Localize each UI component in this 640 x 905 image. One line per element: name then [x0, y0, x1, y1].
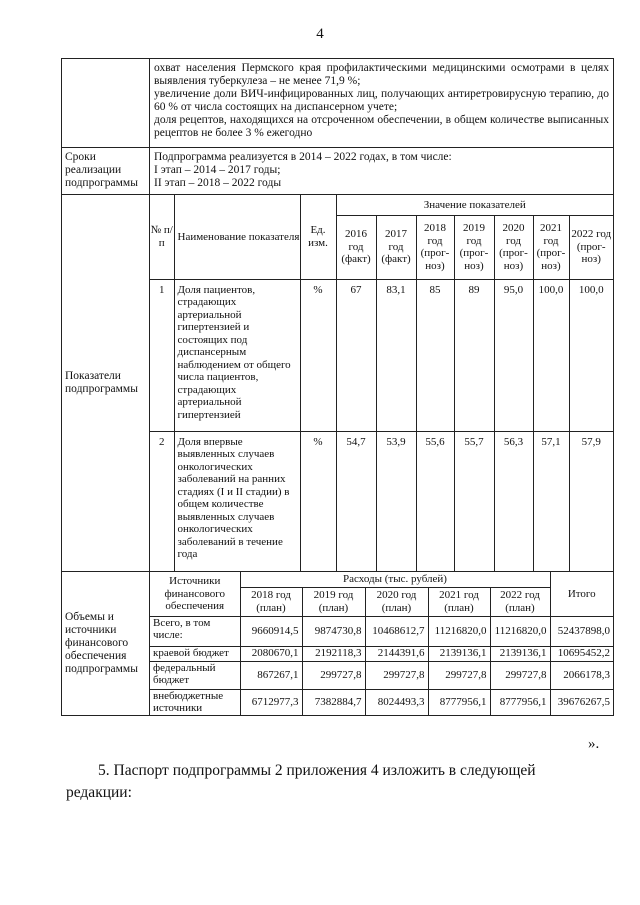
indicator-value: 95,0 — [494, 279, 533, 431]
fin-value: 299727,8 — [365, 661, 428, 689]
col-values-header: Значение показателей — [336, 195, 613, 215]
fin-value: 299727,8 — [302, 661, 365, 689]
terms-text — [150, 148, 614, 195]
terms-line: Подпрограмма реализуется в 2014 – 2022 годах, в том числе: — [154, 151, 452, 163]
indicators-label: Показатели подпрограммы — [62, 195, 150, 572]
fin-source-name: федеральный бюджет — [150, 661, 240, 689]
year-header: 2020 год (прог-ноз) — [494, 215, 533, 279]
fin-value: 2192118,3 — [302, 646, 365, 661]
terms-line: II этап – 2018 – 2022 годы — [154, 177, 282, 189]
goal-line: доля рецептов, находящихся на отсроченном обеспечении, в общем количестве выписанных рецептов не более 3 % ежегодно — [154, 114, 609, 139]
indicators-row — [62, 195, 614, 572]
terms-row — [62, 148, 614, 195]
indicators-table — [150, 195, 613, 571]
page-number: 4 — [316, 26, 324, 42]
indicator-name: Доля пациентов, страдающих артериальной гипертензией и состоящих под диспансерным наблюдением от общего числа пациентов, страдающих артериальной гипертензией — [174, 279, 300, 431]
indicator-value: 56,3 — [494, 431, 533, 571]
indicator-value: 57,1 — [533, 431, 569, 571]
terms-label: Сроки реализации подпрограммы — [62, 148, 150, 195]
year-header: 2017 год (факт) — [376, 215, 416, 279]
year-header: 2018 год (прог-ноз) — [416, 215, 454, 279]
indicator-value: 67 — [336, 279, 376, 431]
fin-value: 11216820,0 — [428, 616, 490, 646]
fin-source-name: Всего, в том числе: — [150, 616, 240, 646]
goal-line: охват населения Пермского края профилактическими медицинскими осмотрами в целях выявления туберкулеза – не менее 71,9 %; — [154, 62, 609, 87]
indicator-name: Доля впервые выявленных случаев онкологических заболеваний на ранних стадиях (I и II стадии) в общем количестве выявленных случаев онкологических заболеваний в течение года — [174, 431, 300, 571]
indicator-value: 55,7 — [454, 431, 494, 571]
indicator-value: 83,1 — [376, 279, 416, 431]
fin-row — [150, 646, 613, 661]
indicator-value: 100,0 — [533, 279, 569, 431]
row-number: 2 — [150, 431, 174, 571]
col-name-header: Наименование показателя — [174, 195, 300, 279]
fin-year-header: 2021 год (план) — [428, 587, 490, 616]
col-total-header: Итого — [550, 572, 613, 616]
fin-value: 8024493,3 — [365, 689, 428, 715]
terms-line: I этап – 2014 – 2017 годы; — [154, 164, 281, 176]
paragraph-line: редакции: — [66, 784, 132, 801]
year-header: 2019 год (прог-ноз) — [454, 215, 494, 279]
fin-value: 2066178,3 — [550, 661, 613, 689]
financing-label: Объемы и источники финансового обеспечения подпрограммы — [62, 572, 150, 716]
goals-label — [62, 59, 150, 148]
fin-value: 2144391,6 — [365, 646, 428, 661]
indicator-value: 89 — [454, 279, 494, 431]
fin-value: 6712977,3 — [240, 689, 302, 715]
fin-value: 2080670,1 — [240, 646, 302, 661]
fin-value: 10695452,2 — [550, 646, 613, 661]
fin-value: 867267,1 — [240, 661, 302, 689]
col-num-header: № п/п — [150, 195, 174, 279]
fin-value: 39676267,5 — [550, 689, 613, 715]
goal-line: увеличение доли ВИЧ-инфицированных лиц, получающих антиретровирусную терапию, до 60 % от числа состоящих на диспансерном учете; — [154, 88, 609, 113]
year-header: 2021 год (прог-ноз) — [533, 215, 569, 279]
col-expenses-header: Расходы (тыс. рублей) — [240, 572, 550, 587]
indicator-value: 57,9 — [569, 431, 613, 571]
indicator-value: 85 — [416, 279, 454, 431]
indicator-value: 55,6 — [416, 431, 454, 571]
fin-value: 8777956,1 — [490, 689, 550, 715]
row-number: 1 — [150, 279, 174, 431]
col-source-header: Источники финансового обеспечения — [150, 572, 240, 616]
closing-mark: ». — [588, 736, 600, 752]
fin-value: 2139136,1 — [428, 646, 490, 661]
fin-value: 299727,8 — [490, 661, 550, 689]
indicator-value: 100,0 — [569, 279, 613, 431]
goals-text — [150, 59, 614, 148]
paragraph-line: 5. Паспорт подпрограммы 2 приложения 4 изложить в следующей — [98, 762, 536, 779]
indicator-unit: % — [300, 279, 336, 431]
fin-value: 2139136,1 — [490, 646, 550, 661]
indicator-unit: % — [300, 431, 336, 571]
fin-year-header: 2019 год (план) — [302, 587, 365, 616]
fin-value: 299727,8 — [428, 661, 490, 689]
goals-row — [62, 59, 614, 148]
financing-row — [62, 572, 614, 716]
year-header: 2016 год (факт) — [336, 215, 376, 279]
col-unit-header: Ед. изм. — [300, 195, 336, 279]
year-header: 2022 год (прог-ноз) — [569, 215, 613, 279]
fin-source-name: внебюджетные источники — [150, 689, 240, 715]
fin-value: 10468612,7 — [365, 616, 428, 646]
fin-year-header: 2020 год (план) — [365, 587, 428, 616]
passport-table — [61, 58, 614, 716]
fin-value: 9660914,5 — [240, 616, 302, 646]
indicator-value: 54,7 — [336, 431, 376, 571]
financing-table — [150, 572, 613, 715]
fin-value: 7382884,7 — [302, 689, 365, 715]
fin-source-name: краевой бюджет — [150, 646, 240, 661]
fin-row — [150, 689, 613, 715]
fin-value: 8777956,1 — [428, 689, 490, 715]
indicator-value: 53,9 — [376, 431, 416, 571]
fin-row — [150, 661, 613, 689]
fin-year-header: 2018 год (план) — [240, 587, 302, 616]
fin-row — [150, 616, 613, 646]
fin-value: 11216820,0 — [490, 616, 550, 646]
fin-value: 52437898,0 — [550, 616, 613, 646]
fin-value: 9874730,8 — [302, 616, 365, 646]
fin-year-header: 2022 год (план) — [490, 587, 550, 616]
